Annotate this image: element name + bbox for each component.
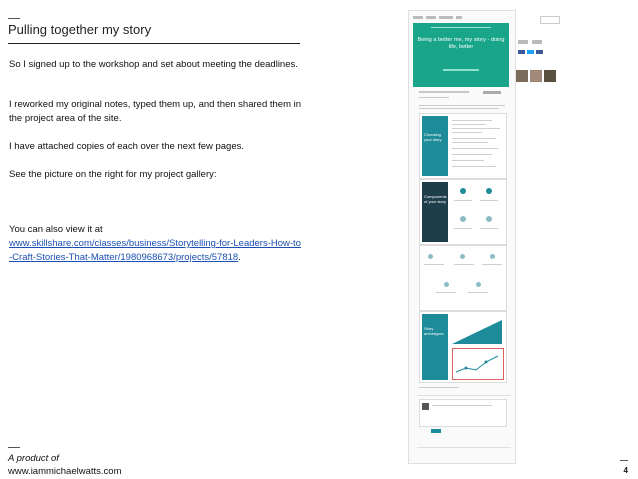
rising-chart [452, 316, 502, 344]
slide-2-label: Components of your story [424, 194, 447, 204]
sidebar-search [540, 16, 560, 24]
project-gallery-screenshot [408, 10, 516, 464]
slide-choosing-story [419, 113, 507, 179]
screenshot-nav [413, 14, 511, 20]
slide-3-label: Story archetypes [424, 326, 444, 336]
slide-1-label: Choosing your story [424, 132, 442, 142]
footer-site: www.iammichaelwatts.com [8, 466, 122, 477]
link-block [9, 223, 304, 265]
post-button [431, 429, 441, 433]
screenshot-hero [413, 23, 509, 87]
sidebar-thumbnails [516, 70, 556, 84]
title-divider [8, 43, 300, 44]
slide-icons [419, 245, 507, 311]
paragraph-2: I reworked my original notes, typed them up, and then shared them in the project area of the site. [9, 99, 302, 124]
paragraph-4: See the picture on the right for my project gallery: [9, 169, 217, 180]
paragraph-3: I have attached copies of each over the next few pages. [9, 141, 245, 152]
footer-label: A product of [8, 453, 59, 464]
comment-box [419, 399, 507, 427]
slide-archetypes [419, 311, 507, 383]
page-number-rule [620, 460, 628, 461]
link-intro: You can also view it at [9, 224, 103, 235]
link-suffix: . [238, 252, 241, 263]
footer-rule [8, 447, 20, 448]
screenshot-hero-title: Being a better me, my story - doing life, better [417, 37, 505, 50]
story-curve [454, 352, 500, 376]
sidebar-buttons [518, 40, 548, 58]
project-link[interactable]: www.skillshare.com/classes/business/Storytelling-for-Leaders-How-to-Craft-Stories-That-Matter/1980968673/projects/57818 [9, 238, 301, 263]
slide-components [419, 179, 507, 245]
top-rule [8, 18, 20, 19]
page-title: Pulling together my story [8, 22, 152, 37]
paragraph-1: So I signed up to the workshop and set about meeting the deadlines. [9, 59, 298, 70]
page-number: 4 [623, 466, 628, 475]
